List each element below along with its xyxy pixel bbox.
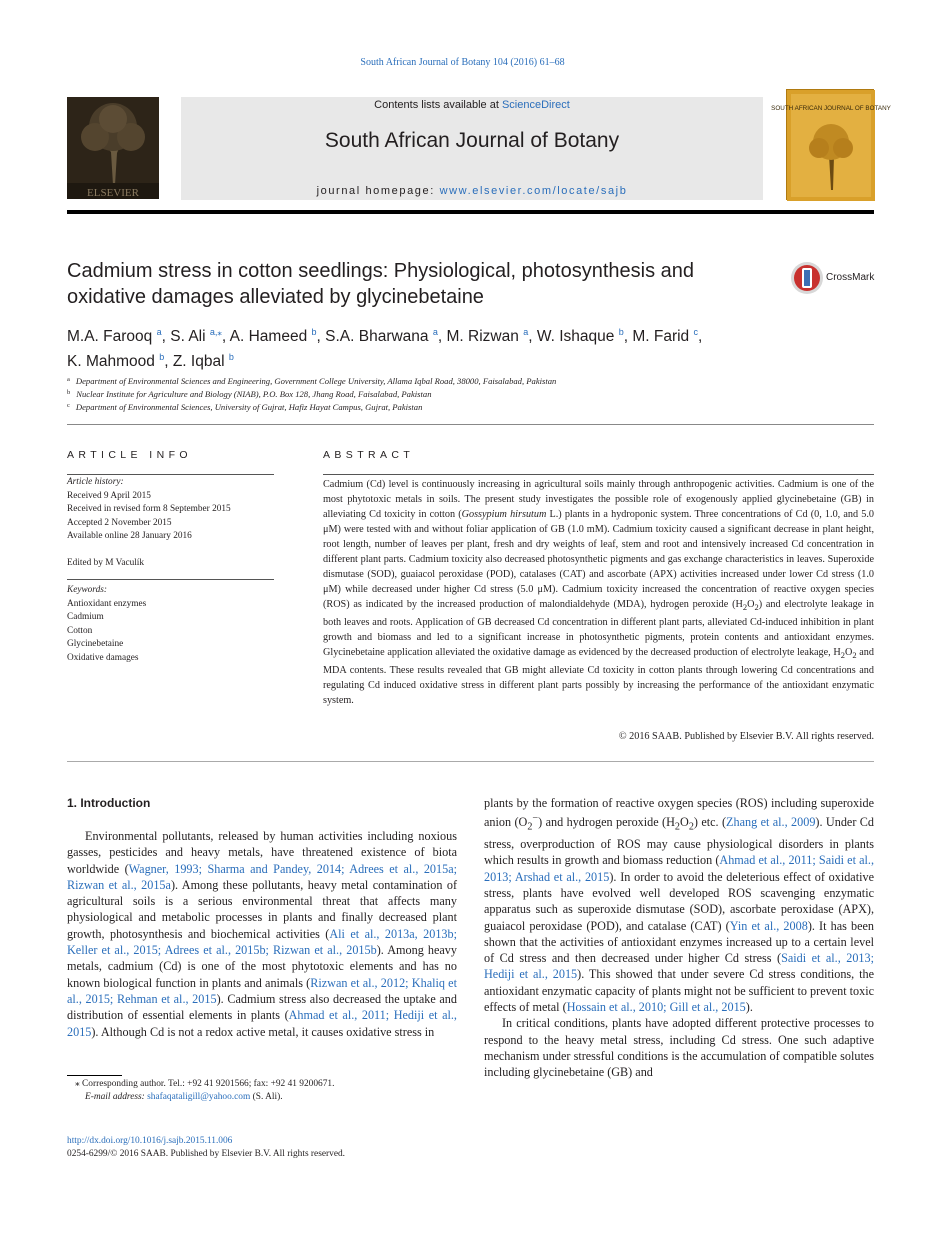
email-note: E-mail address: shafaqataligill@yahoo.com (S. Ali). (85, 1092, 283, 1102)
email-link[interactable]: shafaqataligill@yahoo.com (147, 1092, 251, 1102)
homepage-line: journal homepage: www.elsevier.com/locate/sajb (316, 185, 628, 197)
crossmark-badge[interactable] (790, 261, 880, 295)
divider (67, 761, 874, 762)
author[interactable]: S. Ali $^{a,⁎}$ (170, 327, 222, 345)
author[interactable]: S.A. Bharwana $^a$ (325, 327, 438, 345)
author[interactable]: W. Ishaque $^b$ (536, 327, 624, 345)
svg-text:ELSEVIER: ELSEVIER (87, 187, 139, 199)
section-heading: 1. Introduction (67, 796, 151, 810)
divider (67, 424, 874, 425)
doi-link[interactable]: http://dx.doi.org/10.1016/j.sajb.2015.11.006 (67, 1136, 233, 1146)
crossmark-label: CrossMark (826, 272, 875, 283)
body-column-right: plants by the formation of reactive oxygen species (ROS) including superoxide anion $(O_2^-)$ and hydrogen peroxide $(H_2O_2)$ etc. (Zhang et al., 2009). Under Cd stress, overproduction of ROS may cause physiological disorders in plants which results in growth and biomass reduction (Ahmad et al., 2011; Saidi et al., 2013; Arshad et al., 2015). In order to avoid the deleterious effect of oxidative stress, plants have evolved well developed ROS scavenging enzymatic apparatus such as superoxide dismutase (SOD), ascorbate peroxidase (APX), guaiacol peroxidase (POD), and catalase (CAT) (Yin et al., 2008). It has been shown that the activities of antioxidant enzymes increased up to a certain level of Cd stress and then decreased under higher Cd stress (Saidi et al., 2013; Hediji et al., 2015). This showed that under severe Cd stress conditions, the antioxidant enzymatic capacity of plants might not be sufficient to prevent toxic effects of metal (Hossain et al., 2010; Gill et al., 2015). In critical conditions, plants have adopted different protective processes to respond to the heavy metal stress, including Cd stress. One such adaptive mechanism under stressful conditions is the accumulation of compatible solutes including glycinebetaine (GB) and (484, 796, 875, 1080)
keywords: Keywords: Antioxidant enzymes Cadmium Cotton Glycinebetaine Oxidative damages (67, 584, 274, 665)
doi-block (67, 1135, 345, 1161)
journal-homepage-link[interactable]: www.elsevier.com/locate/sajb (439, 185, 628, 197)
author-list: M.A. Farooq $^a$, S. Ali $^{a,⁎}$, A. Hameed $^b$, S.A. Bharwana $^a$, M. Rizwan $^a$, W. Ishaque $^b$, M. Farid $^c$, K. Mahmood $^b$, Z. Iqbal $^b$ (67, 327, 703, 370)
author[interactable]: M. Farid $^c$ (632, 327, 698, 345)
keyword: Antioxidant enzymes (67, 598, 147, 609)
history-item: Available online 28 January 2016 (67, 531, 192, 541)
body-column-left: Environmental pollutants, released by human activities including noxious gasses, pesticides and heavy metals, have threatened existence of biota worldwide (Wagner, 1993; Sharma and Pandey, 2014; Adrees et al., 2015a; Rizwan et al., 2015a). Among these pollutants, heavy metal contamination of agricultural soils is a serious environmental threat that affects many physiological and metabolic processes in plants and finally decreased plant growth, photosynthesis and biochemical activities (Ali et al., 2013a, 2013b; Keller et al., 2015; Adrees et al., 2015b; Rizwan et al., 2015b). Among heavy metals, cadmium (Cd) is one of the most phytotoxic elements and has no known biological function in plants and animals (Rizwan et al., 2012; Khaliq et al., 2015; Rehman et al., 2015). Cadmium stress also decreased the uptake and distribution of essential elements in plants (Ahmad et al., 2011; Hediji et al., 2015). Although Cd is not a redox active metal, it causes oxidative stress in (67, 829, 458, 1039)
author[interactable]: M.A. Farooq $^a$ (67, 327, 162, 345)
abstract-body: Cadmium (Cd) level is continuously increasing in agricultural soils mainly through anthropogenic activities. Cadmium is one of the most phytotoxic metals in soils. The present study investigates the possible role of exogenously applied glycinebetaine (GB) in alleviating Cd toxicity in cotton (Gossypium hirsutum L.) plants in a hydroponic system. Three concentrations of Cd (0, 1.0, and 5.0 μM) were tested with and without foliar application of GB (1.0 mM). Cadmium toxicity caused a significant decrease in plant height, root length, number of leaves per plant, fresh and dry weights of leaf, stem and root and intensively increased Cd concentration in different plant parts. Cadmium toxicity also decreased photosynthetic pigments and gas exchange characteristics in leaves. Superoxide dismutase (SOD), guaiacol peroxidase (POD), catalases (CAT) and ascorbate (APX) activities increased under lower Cd stress (1.0 μM) while decreased under higher Cd stress (5.0 μM). Cadmium toxicity increased the concentration of reactive oxygen species (ROS) as indicated by the increased production of malondialdehyde (MDA), hydrogen peroxide $(H_2O_2)$ and electrolyte leakage in both leaves and roots. Application of GB decreased Cd concentration in different plant parts, alleviated Cd-induced inhibition in plant growth and biomass and led to a significant increase in photosynthetic pigments, protein contents and antioxidant enzymes. Glycinebetaine application alleviated the oxidative damage as evidenced by the decreased production of electrolyte leakage, $H_2O_2$ and MDA contents. These results revealed that GB might alleviate Cd toxicity in cotton plants through lowering Cd concentrations and regulating Cd induced oxidative stress in different plant parts possibly by increasing the performance of the antioxidant enzymatic system. (323, 479, 874, 707)
affiliation: $^a$ Department of Environmental Sciences and Engineering, Government College University, Allama Iqbal Road, 38000, Faisalabad, Pakistan (67, 376, 557, 386)
affiliation: $^b$ Nuclear Institute for Agriculture and Biology (NIAB), P.O. Box 128, Jhang Road, Faisalabad, Pakistan (67, 389, 432, 399)
author[interactable]: A. Hameed $^b$ (229, 327, 317, 345)
contents-line: Contents lists available at ScienceDirect (374, 99, 570, 111)
divider (323, 474, 874, 475)
journal-cover-image (771, 89, 891, 200)
history-item: Received in revised form 8 September 2015 (67, 504, 231, 514)
keyword: Glycinebetaine (67, 639, 124, 649)
sciencedirect-link[interactable]: ScienceDirect (501, 99, 570, 111)
journal-header (181, 97, 763, 200)
abstract-copyright: © 2016 SAAB. Published by Elsevier B.V. All rights reserved. (618, 731, 874, 742)
history-item: Received 9 April 2015 (67, 490, 151, 501)
header-rule (67, 210, 874, 214)
footnote-rule (67, 1075, 122, 1076)
svg-text:SOUTH AFRICAN JOURNAL OF BOTAN: SOUTH AFRICAN JOURNAL OF BOTANY (771, 105, 891, 112)
article-history: Article history: Received 9 April 2015 Received in revised form 8 September 2015 Accepted 2 November 2015 Available online 28 January 2016 Edited by M Vaculík (67, 476, 274, 571)
article-title: Cadmium stress in cotton seedlings: Physiological, photosynthesis and oxidative damages alleviated by glycinebetaine (67, 260, 694, 308)
crossmark-icon (790, 261, 824, 295)
author[interactable]: M. Rizwan $^a$ (446, 327, 529, 345)
affiliation: $^c$ Department of Environmental Sciences, University of Gujrat, Hafiz Hayat Campus, Gujrat, Pakistan (67, 402, 423, 412)
journal-title: South African Journal of Botany (324, 129, 620, 152)
divider (67, 474, 274, 475)
author[interactable]: K. Mahmood $^b$ (67, 352, 165, 370)
article-info-heading: ARTICLE INFO (67, 449, 192, 461)
corresponding-author-note: ⁎ Corresponding author. Tel.: +92 41 9201566; fax: +92 41 9200671. (75, 1079, 335, 1089)
abstract-heading: ABSTRACT (323, 449, 415, 461)
keyword: Cotton (67, 625, 93, 636)
edited-by: Edited by M Vaculík (67, 558, 145, 568)
divider (67, 579, 274, 580)
keyword: Oxidative damages (67, 652, 139, 663)
issn-line: 0254-6299/© 2016 SAAB. Published by Elsevier B.V. All rights reserved. (67, 1149, 346, 1159)
elsevier-logo (67, 97, 159, 199)
history-item: Accepted 2 November 2015 (67, 517, 172, 528)
journal-citation[interactable]: South African Journal of Botany 104 (2016) 61–68 (360, 57, 565, 68)
author[interactable]: Z. Iqbal $^b$ (172, 352, 234, 370)
keyword: Cadmium (67, 612, 104, 622)
